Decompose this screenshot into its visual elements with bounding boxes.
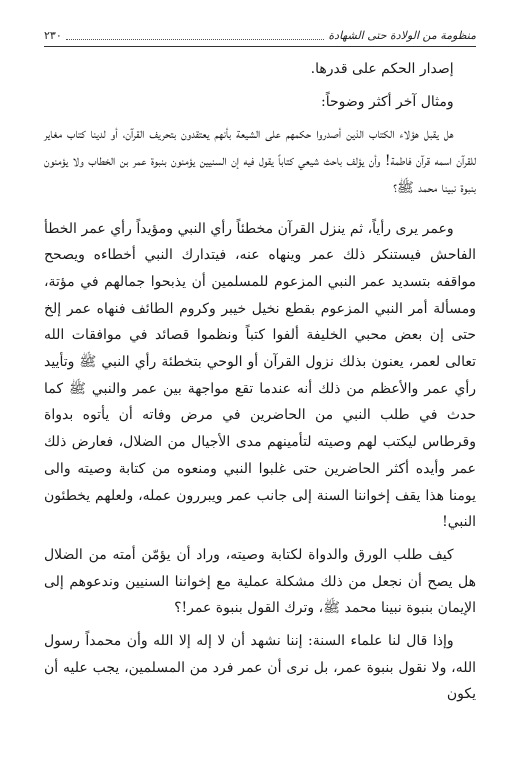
page-number: ٢٣٠ — [44, 29, 62, 42]
header-leader-dots — [66, 39, 325, 40]
body-text — [44, 56, 476, 708]
book-title: منظومة من الولادة حتى الشهادة — [328, 29, 476, 42]
paragraph: كيف طلب الورق والدواة لكتابة وصيته، وراد أن يؤمّن أمته من الضلال هل يصح أن نجعل من ذلك مشكلة عملية مع إخواننا السنيين وندعوهم إلى الإيمان بنبوة نبينا محمد ﷺ، وترك القول بنبوة عمر!؟ — [44, 546, 476, 617]
paragraph: وعمر يرى رأياً، ثم ينزل القرآن مخطئاً رأي النبي ومؤيداً رأي عمر الخطأ الفاحش فيستنكر ذلك عمر وينهاه عنه، فيتدارك النبي أخطاءه ويصحح مواقفه بتسديد عمر النبي المزعوم للمسلمين أن يذبحوا جمالهم في مؤتة، ومسألة أمر النبي المزعوم بقطع نخيل خيبر وكروم الطائف فنهاه عمر إلخ حتى إن بعض محبي الخليفة ألفوا كتباً ونظموا قصائد في موافقات الله تعالى لعمر، يعنون بذلك نزول القرآن أو الوحي بتخطئة رأي النبي ﷺ وتأييد رأي عمر والأعظم من ذلك أنه عندما تقع مواجهة بين عمر والنبي ﷺ كما حدث في طلب النبي من الحاضرين في مرض وفاته أن يأتوه بدواة وقرطاس ليكتب لهم وصيته لتأمينهم مدى الأجيال من الضلال، فعارض ذلك عمر وأيده أكثر الحاضرين حتى غلبوا النبي ومنعوه من كتابة وصيته والى يومنا هذا يقف إخواننا السنة إلى جانب عمر ويبررون عمله، ولعلهم يخطئون النبي! — [44, 220, 476, 531]
paragraph: وإذا قال لنا علماء السنة: إننا نشهد أن لا إله إلا الله وأن محمداً رسول الله، ولا نقول بنبوة عمر، بل نرى أن عمر فرد من المسلمين، يجب عليه أن يكون — [44, 633, 476, 703]
running-header — [44, 27, 476, 43]
header-rule — [44, 46, 476, 47]
paragraph: إصدار الحكم على قدرها. — [310, 61, 454, 77]
paragraph: هل يقبل هؤلاء الكتاب الذين أصدروا حكمهم على الشيعة بأنهم يعتقدون بتحريف القرآن، أو لدينا كتاب مغاير للقرآن اسمه قرآن فاطمة! وأن يؤلف باحث شيعي كتاباً يقول فيه إن السنيين يؤمنون بنبوة عمر بن الخطاب ولا يؤمنون بنبوة نبينا محمد ﷺ؟ — [44, 126, 476, 196]
paragraph: ومثال آخر أكثر وضوحاً: — [321, 93, 454, 110]
